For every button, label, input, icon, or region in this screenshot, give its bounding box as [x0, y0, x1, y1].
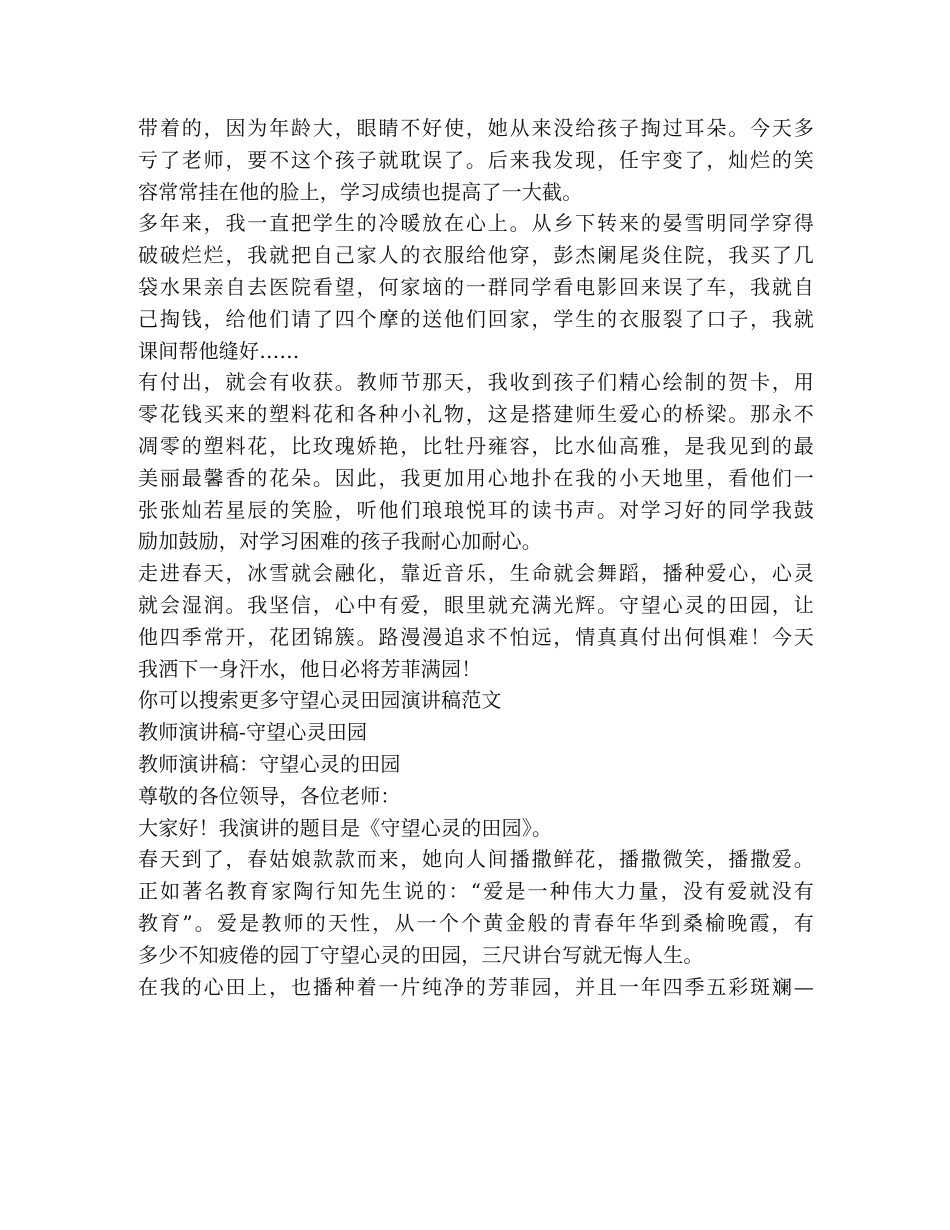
text-line: 袋水果亲自去医院看望，何家垴的一群同学看电影回来误了车，我就自: [138, 274, 814, 299]
text-line: 在我的心田上，也播种着一片纯净的芳菲园，并且一年四季五彩斑斓—: [138, 974, 814, 999]
text-line: 教师演讲稿-守望心灵田园: [138, 720, 368, 745]
text-line: 走进春天，冰雪就会融化，靠近音乐，生命就会舞蹈，播种爱心，心灵: [138, 561, 814, 586]
text-line: 他四季常开，花团锦簇。路漫漫追求不怕远，情真真付出何惧难！今天: [138, 624, 814, 649]
text-line: 有付出，就会有收获。教师节那天，我收到孩子们精心绘制的贺卡，用: [138, 370, 814, 395]
text-line: 尊敬的各位领导，各位老师：: [138, 783, 401, 808]
text-line: 破破烂烂，我就把自己家人的衣服给他穿，彭杰阑尾炎住院，我买了几: [138, 243, 814, 268]
text-line: 大家好！我演讲的题目是《守望心灵的田园》。: [138, 815, 553, 840]
text-line: 教育”。爱是教师的天性，从一个个黄金般的青春年华到桑榆晚霞，有: [138, 910, 814, 935]
text-line: 正如著名教育家陶行知先生说的：“爱是一种伟大力量，没有爱就没有: [138, 879, 814, 904]
text-line: 张张灿若星辰的笑脸，听他们琅琅悦耳的读书声。对学习好的同学我鼓: [138, 497, 814, 522]
text-line: 容常常挂在他的脸上，学习成绩也提高了一大截。: [138, 179, 583, 204]
text-line: 春天到了，春姑娘款款而来，她向人间播撒鲜花，播撒微笑，播撒爱。: [138, 847, 814, 872]
text-line: 多年来，我一直把学生的冷暖放在心上。从乡下转来的晏雪明同学穿得: [138, 211, 814, 236]
text-line: 我洒下一身汗水，他日必将芳菲满园！: [138, 656, 482, 681]
text-line: 你可以搜索更多守望心灵田园演讲稿范文: [138, 688, 502, 713]
text-line: 带着的，因为年龄大，眼睛不好使，她从来没给孩子掏过耳朵。今天多: [138, 116, 814, 140]
text-line: 就会湿润。我坚信，心中有爱，眼里就充满光辉。守望心灵的田园，让: [138, 592, 814, 617]
text-line: 美丽最馨香的花朵。因此，我更加用心地扑在我的小天地里，看他们一: [138, 465, 814, 490]
text-line: 课间帮他缝好……: [138, 338, 300, 363]
text-line: 零花钱买来的塑料花和各种小礼物，这是搭建师生爱心的桥梁。那永不: [138, 402, 814, 427]
text-line: 亏了老师，要不这个孩子就耽误了。后来我发现，任宇变了，灿烂的笑: [138, 147, 814, 172]
document-body: [138, 113, 814, 1003]
text-line: 励加鼓励，对学习困难的孩子我耐心加耐心。: [138, 529, 542, 554]
text-line: 凋零的塑料花，比玫瑰娇艳，比牡丹雍容，比水仙高雅，是我见到的最: [138, 433, 814, 458]
text-line: 教师演讲稿：守望心灵的田园: [138, 751, 401, 776]
text-line: 己掏钱，给他们请了四个摩的送他们回家，学生的衣服裂了口子，我就: [138, 306, 814, 331]
text-line: 多少不知疲倦的园丁守望心灵的田园，三尺讲台写就无悔人生。: [138, 942, 704, 967]
